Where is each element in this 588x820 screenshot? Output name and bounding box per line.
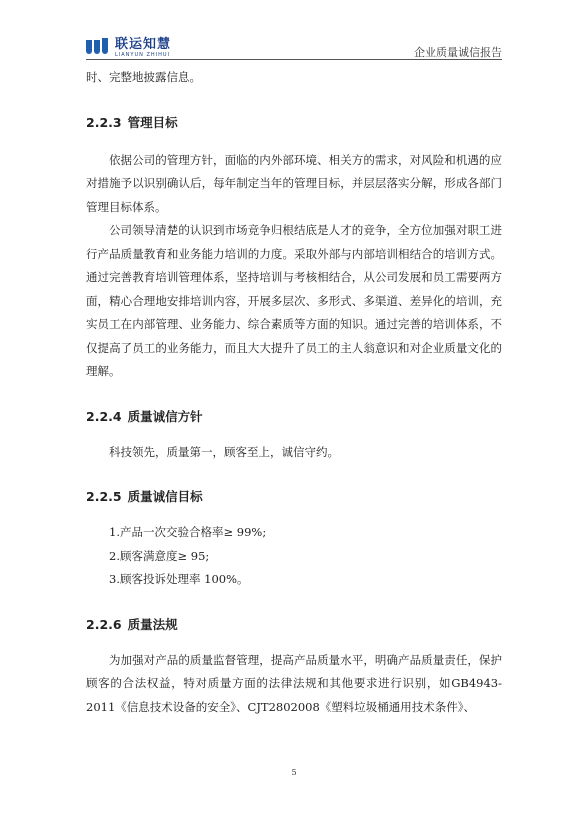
page-header <box>86 38 502 60</box>
section-heading-2-2-4 <box>86 408 502 426</box>
section-title: 质量诚信方针 <box>127 408 203 424</box>
section-number: 2.2.3 <box>86 114 122 130</box>
paragraph: 科技领先，质量第一，顾客至上，诚信守约。 <box>109 444 339 459</box>
list-item: 2.顾客满意度≥ 95; <box>109 548 210 563</box>
section-number: 2.2.4 <box>86 408 122 424</box>
section-heading-2-2-6 <box>86 616 502 634</box>
section-title: 质量法规 <box>127 616 178 632</box>
intro-tail-paragraph: 时、完整地披露信息。 <box>86 70 201 84</box>
section-title: 质量诚信目标 <box>127 489 203 504</box>
section-number: 2.2.5 <box>86 489 122 504</box>
list-item: 3.顾客投诉处理率 100%。 <box>109 572 249 586</box>
section-heading-2-2-3 <box>86 114 502 132</box>
list-item: 1.产品一次交验合格率≥ 99%; <box>109 525 267 539</box>
logo-text <box>115 38 171 58</box>
page-number: 5 <box>291 768 297 777</box>
paragraph: 为加强对产品的质量监督管理，提高产品质量水平，明确产品质量责任，保护顾客的合法权益，特对质量方面的法律法规和其他要求进行识别，如GB4943-2011《信息技术设备的安全》、CJT2802008《塑料垃圾桶通用技术条件》、 <box>86 652 502 714</box>
paragraph: 依据公司的管理方针，面临的内外部环境、相关方的需求，对风险和机遇的应对措施予以识别确认后，每年制定当年的管理目标，并层层落实分解，形成各部门管理目标体系。 <box>86 152 502 214</box>
logo-name-cn: 联运知慧 <box>115 37 172 52</box>
page-content <box>86 66 502 719</box>
logo-name-en: LIANYUN ZHIHUI <box>115 52 171 58</box>
header-title: 企业质量诚信报告 <box>414 46 502 59</box>
company-logo <box>86 38 171 58</box>
section-number: 2.2.6 <box>86 616 122 632</box>
header-divider <box>86 59 502 60</box>
logo-mark-icon <box>86 38 112 58</box>
quality-goals-list <box>86 521 502 592</box>
section-heading-2-2-5 <box>86 488 502 506</box>
paragraph: 公司领导清楚的认识到市场竞争归根结底是人才的竞争，全方位加强对职工进行产品质量教育和业务能力培训的力度。采取外部与内部培训相结合的培训方式。通过完善教育培训管理体系，坚持培训与考核相结合，从公司发展和员工需要两方面，精心合理地安排培训内容，开展多层次、多形式、多渠道、差异化的培训，充实员工在内部管理、业务能力、综合素质等方面的知识。通过完善的培训体系，不仅提高了员工的业务能力，而且大大提升了员工的主人翁意识和对企业质量文化的理解。 <box>86 223 502 378</box>
section-title: 管理目标 <box>127 114 178 130</box>
